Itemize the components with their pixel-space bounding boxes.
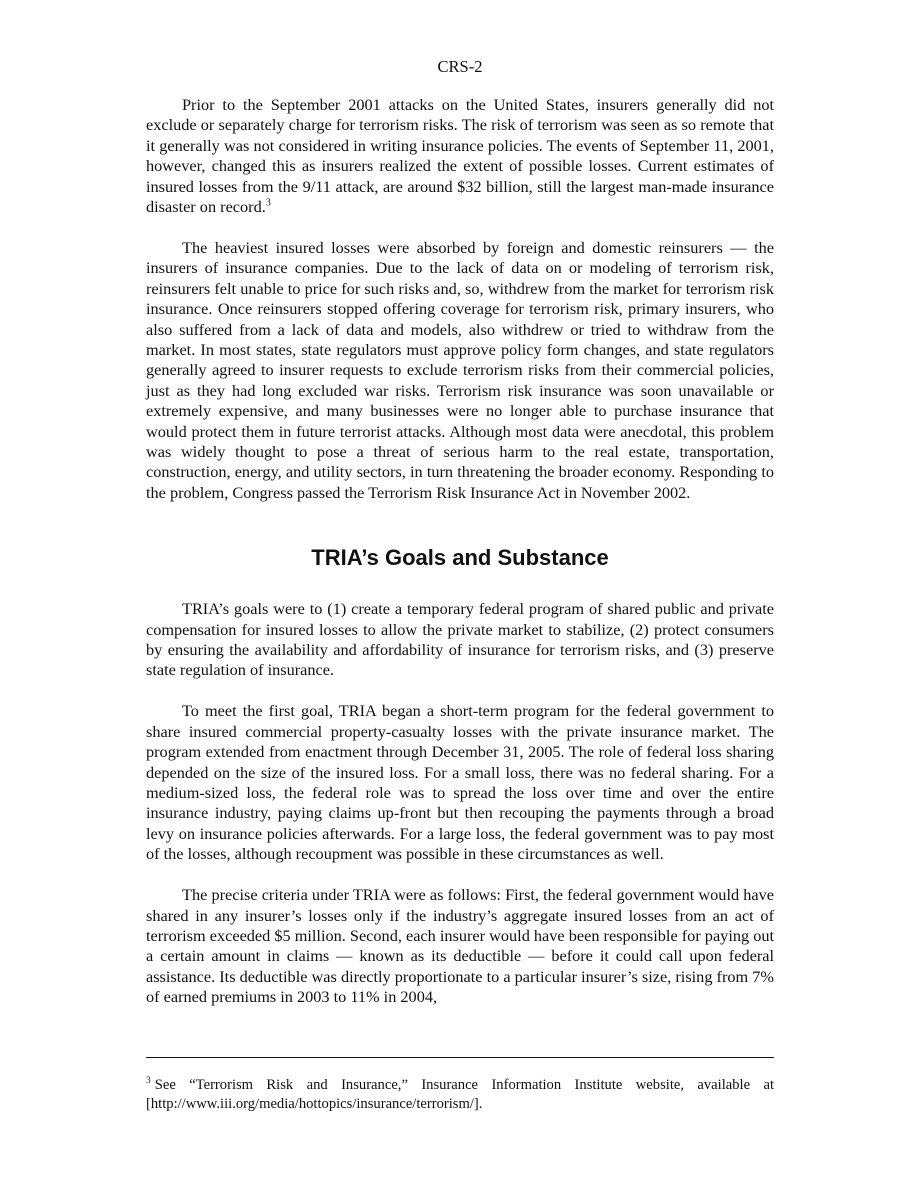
footnote-text: See “Terrorism Risk and Insurance,” Insurance Information Institute website, available at [http://www.iii.org/media/hottopics/insurance/terrorism/]. <box>146 1077 774 1112</box>
paragraph-precise-criteria: The precise criteria under TRIA were as follows: First, the federal government would have shared in any insurer’s losses only if the industry’s aggregate insured losses from an act of terrorism exceeded $5 million. Second, each insurer would have been responsible for paying out a certain amount in claims — known as its deductible — before it could call upon federal assistance. Its deductible was directly proportionate to a particular insurer’s size, rising from 7% of earned premiums in 2003 to 11% in 2004, <box>146 885 774 1007</box>
paragraph-text: Prior to the September 2001 attacks on the United States, insurers generally did not exclude or separately charge for terrorism risks. The risk of terrorism was seen as so remote that it generally was not considered in writing insurance policies. The events of September 11, 2001, however, changed this as insurers realized the extent of possible losses. Current estimates of insured losses from the 9/11 attack, are around $32 billion, still the largest man-made insurance disaster on record. <box>146 95 774 217</box>
footnote <box>146 1076 774 1114</box>
paragraph-first-goal: To meet the first goal, TRIA began a short-term program for the federal government to share insured commercial property-casualty losses with the private insurance market. The program extended from enactment through December 31, 2005. The role of federal loss sharing depended on the size of the insured loss. For a small loss, there was no federal sharing. For a medium-sized loss, the federal role was to spread the loss over time and over the entire insurance industry, paying claims up-front but then recouping the payments through a broad levy on insurance policies afterwards. For a large loss, the federal government was to pay most of the losses, although recoupment was possible in these circumstances as well. <box>146 701 774 864</box>
footnote-divider <box>146 1057 774 1058</box>
footnote-reference[interactable]: 3 <box>265 197 271 209</box>
footnote-mark: 3 <box>146 1076 151 1087</box>
paragraph-tria-goals: TRIA’s goals were to (1) create a temporary federal program of shared public and private compensation for insured losses to allow the private market to stabilize, (2) protect consumers by ensuring the availability and affordability of insurance for terrorism risks, and (3) preserve state regulation of insurance. <box>146 599 774 680</box>
page-number-header: CRS-2 <box>437 57 483 76</box>
body-text <box>146 95 774 1028</box>
section-heading: TRIA’s Goals and Substance <box>311 545 609 571</box>
paragraph-reinsurers: The heaviest insured losses were absorbed by foreign and domestic reinsurers — the insurers of insurance companies. Due to the lack of data on or modeling of terrorism risk, reinsurers felt unable to price for such risks and, so, withdrew from the market for terrorism risk insurance. Once reinsurers stopped offering coverage for terrorism risk, primary insurers, who also suffered from a lack of data and models, also withdrew or tried to withdraw from the market. In most states, state regulators must approve policy form changes, and state regulators generally agreed to insurer requests to exclude terrorism risks from their commercial policies, just as they had long excluded war risks. Terrorism risk insurance was soon unavailable or extremely expensive, and many businesses were no longer able to purchase insurance that would protect them in future terrorist attacks. Although most data were anecdotal, this problem was widely thought to pose a threat of serious harm to the real estate, transportation, construction, energy, and utility sectors, in turn threatening the broader economy. Responding to the problem, Congress passed the Terrorism Risk Insurance Act in November 2002. <box>146 237 774 502</box>
paragraph-prior-to-attacks <box>146 95 774 217</box>
